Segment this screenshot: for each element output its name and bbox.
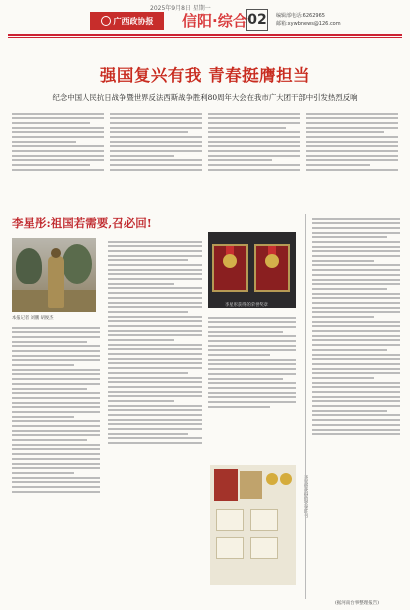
- certificate-book: [214, 469, 238, 501]
- main-headline: 强国复兴有我 青春挺膺担当: [99, 66, 311, 85]
- newspaper-logo: [90, 12, 164, 30]
- article2-column-left: [12, 324, 100, 594]
- date-line: 2025年9月8日 星期一: [150, 5, 211, 12]
- contact-line: 编辑部电话:6262965: [276, 13, 325, 19]
- medal-icon: [265, 254, 279, 268]
- main-subhead: 纪念中国人民抗日战争暨世界反法西斯战争胜利80周年大会在我市广大团干部中引发热烈反响: [52, 93, 358, 102]
- masthead-rule-thin: [8, 37, 402, 38]
- page-number: 02: [246, 9, 268, 31]
- medals-caption: 李星彤获得的荣誉奖章: [225, 303, 268, 308]
- article2-column-center: [108, 238, 202, 594]
- tree-shape: [16, 248, 42, 284]
- editor-note: (据河南台事整理报告): [335, 601, 380, 606]
- certificates-photo: [210, 465, 296, 585]
- document-sheet: [216, 509, 244, 531]
- soldier-head: [51, 248, 61, 258]
- column-divider: [305, 214, 306, 599]
- soldier-photo: [12, 238, 96, 312]
- medal-icon: [280, 473, 292, 485]
- certificates-caption: [300, 475, 308, 518]
- emblem-icon: [101, 16, 111, 26]
- document-sheet: [250, 509, 278, 531]
- soldier-figure: [48, 256, 64, 308]
- article1-column-4: [306, 110, 398, 208]
- medals-photo: [208, 232, 296, 308]
- medal-icon: [266, 473, 278, 485]
- medal-icon: [223, 254, 237, 268]
- contact-info: [276, 12, 341, 28]
- photo-credit: 本报记者 刘鹏 胡俊杰: [12, 316, 54, 321]
- contact-line: 邮箱:xywbnews@126.com: [276, 21, 341, 27]
- article1-column-3: [208, 110, 300, 208]
- document-sheet: [216, 537, 244, 559]
- article1-column-2: [110, 110, 202, 208]
- secondary-headline: 李星彤:祖国若需要,召必回!: [12, 216, 152, 230]
- article1-column-1: [12, 110, 104, 208]
- tree-shape: [62, 244, 92, 284]
- logo-text: 广西政协报: [113, 16, 154, 26]
- certificate-book: [240, 471, 262, 499]
- article2-column-right: [312, 215, 400, 595]
- article2-column-center-lower: [208, 314, 296, 460]
- document-sheet: [250, 537, 278, 559]
- section-title: 信阳·综合: [182, 12, 248, 30]
- masthead-rule: [8, 34, 402, 36]
